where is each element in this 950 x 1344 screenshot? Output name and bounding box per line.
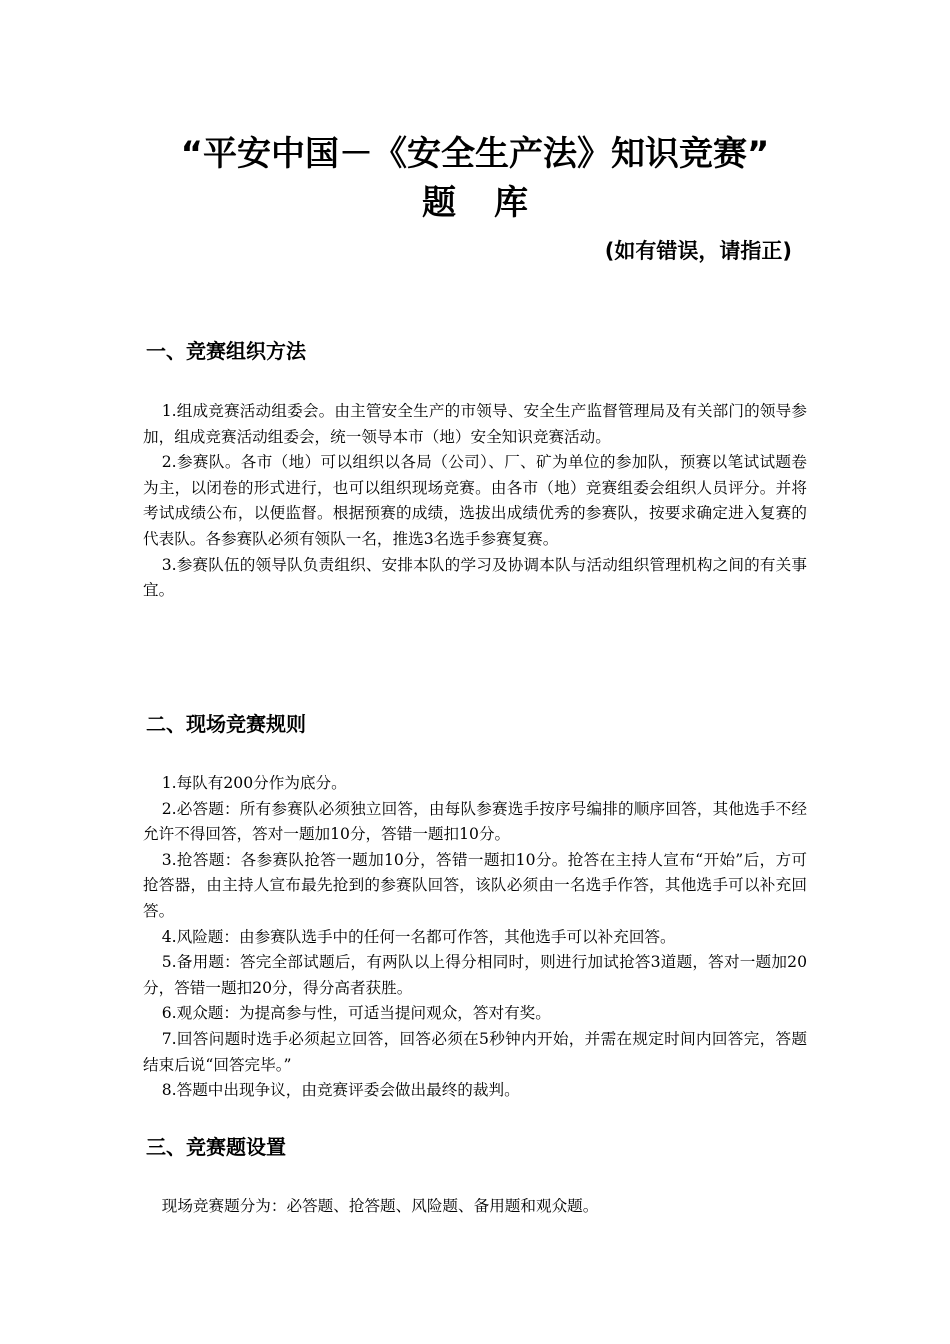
- paragraph: 1.每队有200分作为底分。: [161, 774, 347, 792]
- paragraph: 8.答题中出现争议，由竞赛评委会做出最终的裁判。: [161, 1081, 520, 1100]
- paragraph: 1.组成竞赛活动组委会。由主管安全生产的市领导、安全生产监督管理局及有关部门的领导参加，组成竞赛活动组委会，统一领导本市（地）安全知识竞赛活动。: [143, 402, 807, 446]
- document-title: “平安中国－《安全生产法》知识竞赛”: [180, 134, 770, 174]
- paragraph: 2.必答题：所有参赛队必须独立回答，由每队参赛选手按序号编排的顺序回答，其他选手不经允许不得回答，答对一题加10分，答错一题扣10分。: [143, 799, 807, 844]
- paragraph: 现场竞赛题分为：必答题、抢答题、风险题、备用题和观众题。: [161, 1197, 599, 1215]
- section-heading-question-types: 三、竞赛题设置: [146, 1135, 286, 1159]
- section-body-rules: [143, 771, 807, 1104]
- paragraph: 3.抢答题：各参赛队抢答一题加10分，答错一题扣10分。抢答在主持人宣布“开始”后，方可抢答器，由主持人宣布最先抢到的参赛队回答，该队必须由一名选手作答，其他选手可以补充回答。: [143, 850, 807, 920]
- paragraph: 7.回答问题时选手必须起立回答，回答必须在5秒钟内开始，并需在规定时间内回答完，答题结束后说“回答完毕。”: [143, 1029, 807, 1074]
- correction-note: (如有错误，请指正): [604, 239, 792, 263]
- section-body-question-types: [143, 1194, 807, 1220]
- paragraph: 3.参赛队伍的领导队负责组织、安排本队的学习及协调本队与活动组织管理机构之间的有关事宜。: [143, 555, 807, 600]
- paragraph: 4.风险题：由参赛队选手中的任何一名都可作答，其他选手可以补充回答。: [161, 927, 676, 946]
- paragraph: 2.参赛队。各市（地）可以组织以各局（公司）、厂、矿为单位的参加队，预赛以笔试试题卷为主，以闭卷的形式进行，也可以组织现场竞赛。由各市（地）竞赛组委会组织人员评分。并将考试成绩公布，以便监督。根据预赛的成绩，选拔出成绩优秀的参赛队，按要求确定进入复赛的代表队。各参赛队必须有领队一名，推选3名选手参赛复赛。: [143, 453, 807, 548]
- paragraph: 6.观众题：为提高参与性，可适当提问观众，答对有奖。: [161, 1004, 551, 1023]
- section-heading-organization: 一、竞赛组织方法: [146, 339, 306, 363]
- section-body-organization: [143, 399, 807, 604]
- paragraph: 5.备用题：答完全部试题后，有两队以上得分相同时，则进行加试抢答3道题，答对一题加20分，答错一题扣20分，得分高者获胜。: [143, 953, 807, 997]
- section-heading-rules: 二、现场竞赛规则: [146, 712, 306, 736]
- document-subtitle: 题库: [422, 183, 566, 223]
